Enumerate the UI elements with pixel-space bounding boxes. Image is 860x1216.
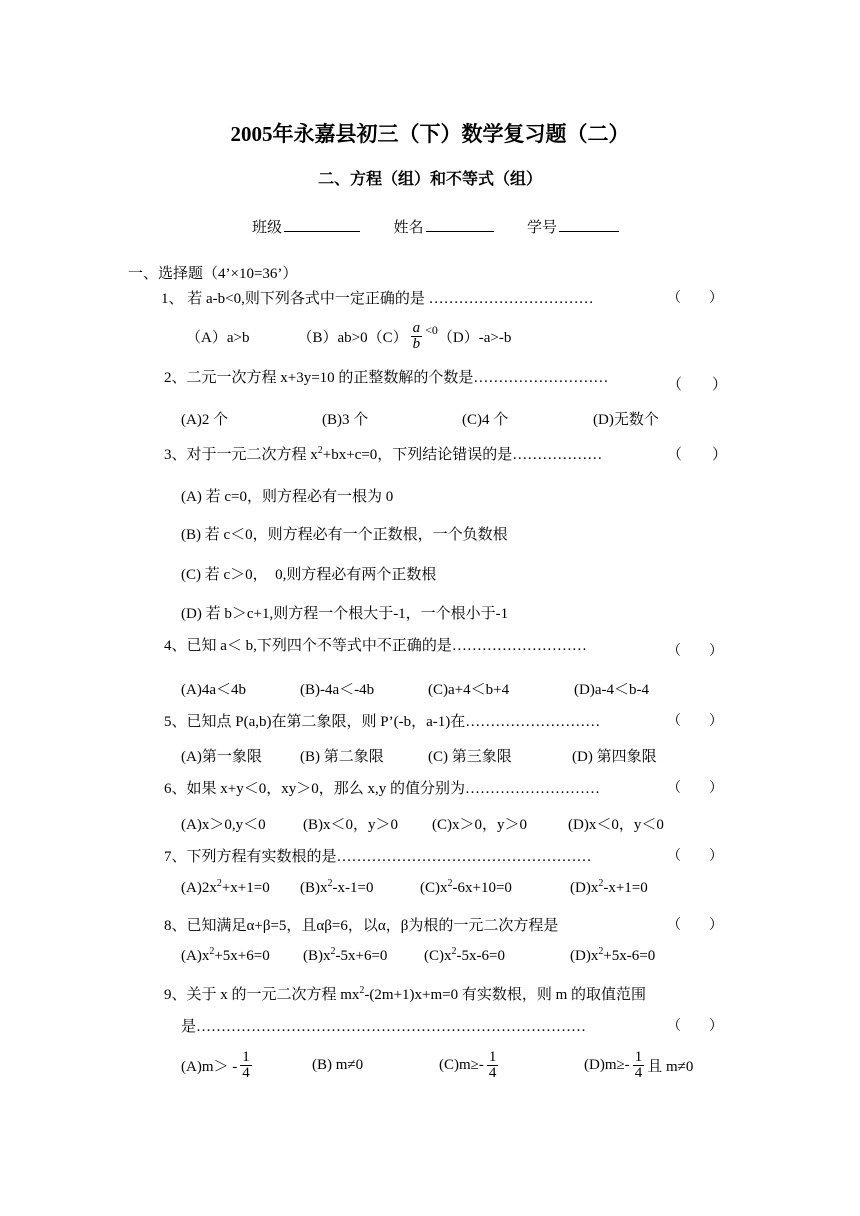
q6-option-c: (C)x＞0，y＞0 — [432, 817, 527, 833]
q9-d-fraction — [633, 1050, 645, 1081]
class-label: 班级 — [252, 220, 283, 236]
q9-answer-paren[interactable]: （ ） — [667, 1019, 723, 1034]
q9-a-prefix: (A)m＞ - — [181, 1058, 238, 1075]
q4-option-b: (B)-4a＜-4b — [300, 682, 375, 698]
q9-d-prefix: (D)m≥- — [584, 1056, 630, 1073]
q9-option-d — [584, 1042, 693, 1088]
q2-option-d: (D)无数个 — [593, 412, 659, 428]
q7-answer-paren[interactable]: （ ） — [667, 849, 723, 864]
q1-c-denominator: b — [412, 335, 421, 352]
q9-c-prefix: (C)m≥- — [439, 1056, 484, 1073]
q5-option-c: (C) 第三象限 — [428, 749, 512, 765]
document-title: 2005年永嘉县初三（下）数学复习题（二） — [230, 122, 630, 146]
q5-answer-paren[interactable]: （ ） — [667, 714, 723, 729]
q9-stem-line1: 9、关于 x 的一元二次方程 $mx^2-(2m+1)x+m=0$ 有实数根，则 m 的取值范围 — [164, 985, 647, 1003]
document-subtitle: 二、方程（组）和不等式（组） — [317, 171, 542, 188]
q9-d-den: 4 — [634, 1064, 643, 1081]
q9-a-num: 1 — [242, 1048, 250, 1065]
id-blank[interactable] — [559, 216, 619, 232]
q1-option-c-prefix: （C） — [367, 329, 408, 346]
q9-stem-line2: 是…………………………………………………………………… — [181, 1019, 587, 1035]
q9-d-num: 1 — [634, 1048, 643, 1065]
q1-option-c-suffix: <0 — [425, 322, 438, 337]
q3-option-a: (A) 若 c=0，则方程必有一根为 0 — [181, 489, 394, 505]
q5-stem: 5、已知点 P(a,b)在第二象限，则 P’(-b，a-1)在……………………… — [164, 714, 601, 730]
q1-option-a: （A）a>b — [186, 329, 250, 346]
q9-a-den: 4 — [242, 1064, 250, 1081]
name-blank[interactable] — [426, 216, 494, 232]
q9-d-suffix: 且 m≠0 — [647, 1058, 694, 1075]
q6-option-a: (A)x＞0,y＜0 — [181, 817, 266, 833]
student-info-row — [252, 216, 619, 237]
q9-a-fraction — [240, 1050, 252, 1081]
q1-c-numerator: a — [412, 319, 421, 336]
q1-stem: 1、 若 a-b<0,则下列各式中一定正确的是 …………………………… — [161, 291, 594, 307]
q6-answer-paren[interactable]: （ ） — [667, 781, 723, 796]
section-heading: 一、选择题（4’×10=36’） — [128, 266, 298, 282]
q4-option-d: (D)a-4＜b-4 — [574, 682, 649, 698]
q2-stem: 2、二元一次方程 x+3y=10 的正整数解的个数是……………………… — [164, 370, 609, 386]
q4-stem: 4、已知 a＜ b,下列四个不等式中不正确的是……………………… — [164, 638, 587, 654]
q9-option-c — [439, 1042, 501, 1088]
q4-option-a: (A)4a＜4b — [181, 682, 246, 698]
q9-c-den: 4 — [488, 1064, 497, 1081]
q1-options — [186, 316, 511, 356]
q9-option-a — [181, 1042, 255, 1088]
name-label: 姓名 — [393, 220, 424, 236]
q3-option-b: (B) 若 c＜0，则方程必有一个正数根，一个负数根 — [181, 527, 508, 543]
q8-option-d: $(D)x^2+5x-6=0$ — [570, 946, 656, 964]
q9-c-num: 1 — [488, 1048, 497, 1065]
q1-option-c-fraction — [411, 321, 423, 352]
q2-option-a: (A)2 个 — [181, 412, 229, 428]
q5-option-b: (B) 第二象限 — [300, 749, 384, 765]
q8-stem: 8、已知满足α+β=5，且αβ=6，以α，β为根的一元二次方程是 — [164, 918, 559, 934]
q4-answer-paren[interactable]: （ ） — [667, 644, 723, 659]
q9-option-b: (B) m≠0 — [312, 1056, 364, 1073]
q8-answer-paren[interactable]: （ ） — [667, 918, 723, 933]
q6-stem: 6、如果 x+y＜0，xy＞0，那么 x,y 的值分别为……………………… — [164, 781, 600, 797]
q2-option-c: (C)4 个 — [462, 412, 509, 428]
q7-option-b: $(B)x^2-x-1=0$ — [300, 878, 374, 896]
q2-answer-paren[interactable]: （ ） — [667, 377, 728, 393]
q2-option-b: (B)3 个 — [322, 412, 369, 428]
q3-option-c: (C) 若 c＞0， 0,则方程必有两个正数根 — [181, 567, 437, 583]
q7-option-d: $(D)x^2-x+1=0$ — [570, 878, 648, 896]
class-blank[interactable] — [284, 216, 360, 232]
q5-option-a: (A)第一象限 — [181, 749, 262, 765]
q7-stem: 7、下列方程有实数根的是…………………………………………… — [164, 849, 592, 865]
id-label: 学号 — [527, 220, 558, 236]
q6-option-d: (D)x＜0，y＜0 — [568, 817, 664, 833]
q9-c-fraction — [487, 1050, 499, 1081]
q3-answer-paren[interactable]: （ ） — [667, 447, 728, 463]
q3-option-d: (D) 若 b＞c+1,则方程一个根大于-1，一个根小于-1 — [181, 606, 509, 622]
q1-option-b: （B）ab>0 — [297, 329, 368, 346]
q4-option-c: (C)a+4＜b+4 — [428, 682, 510, 698]
q8-option-b: $(B)x^2-5x+6=0$ — [303, 946, 388, 964]
q5-option-d: (D) 第四象限 — [572, 749, 657, 765]
q7-option-a: $(A)2x^2+x+1=0$ — [181, 878, 270, 896]
q3-stem: 3、对于一元二次方程 $x^2+bx+c=0$，下列结论错误的是……………… — [164, 445, 603, 463]
q1-answer-paren[interactable]: （ ） — [667, 291, 723, 306]
q6-option-b: (B)x＜0，y＞0 — [303, 817, 398, 833]
q7-option-c: $(C)x^2-6x+10=0$ — [420, 878, 512, 896]
q8-option-a: $(A)x^2+5x+6=0$ — [181, 946, 270, 964]
q7-options — [181, 880, 270, 897]
q8-option-c: $(C)x^2-5x-6=0$ — [424, 946, 505, 964]
q1-option-d: （D）-a>-b — [437, 329, 512, 346]
